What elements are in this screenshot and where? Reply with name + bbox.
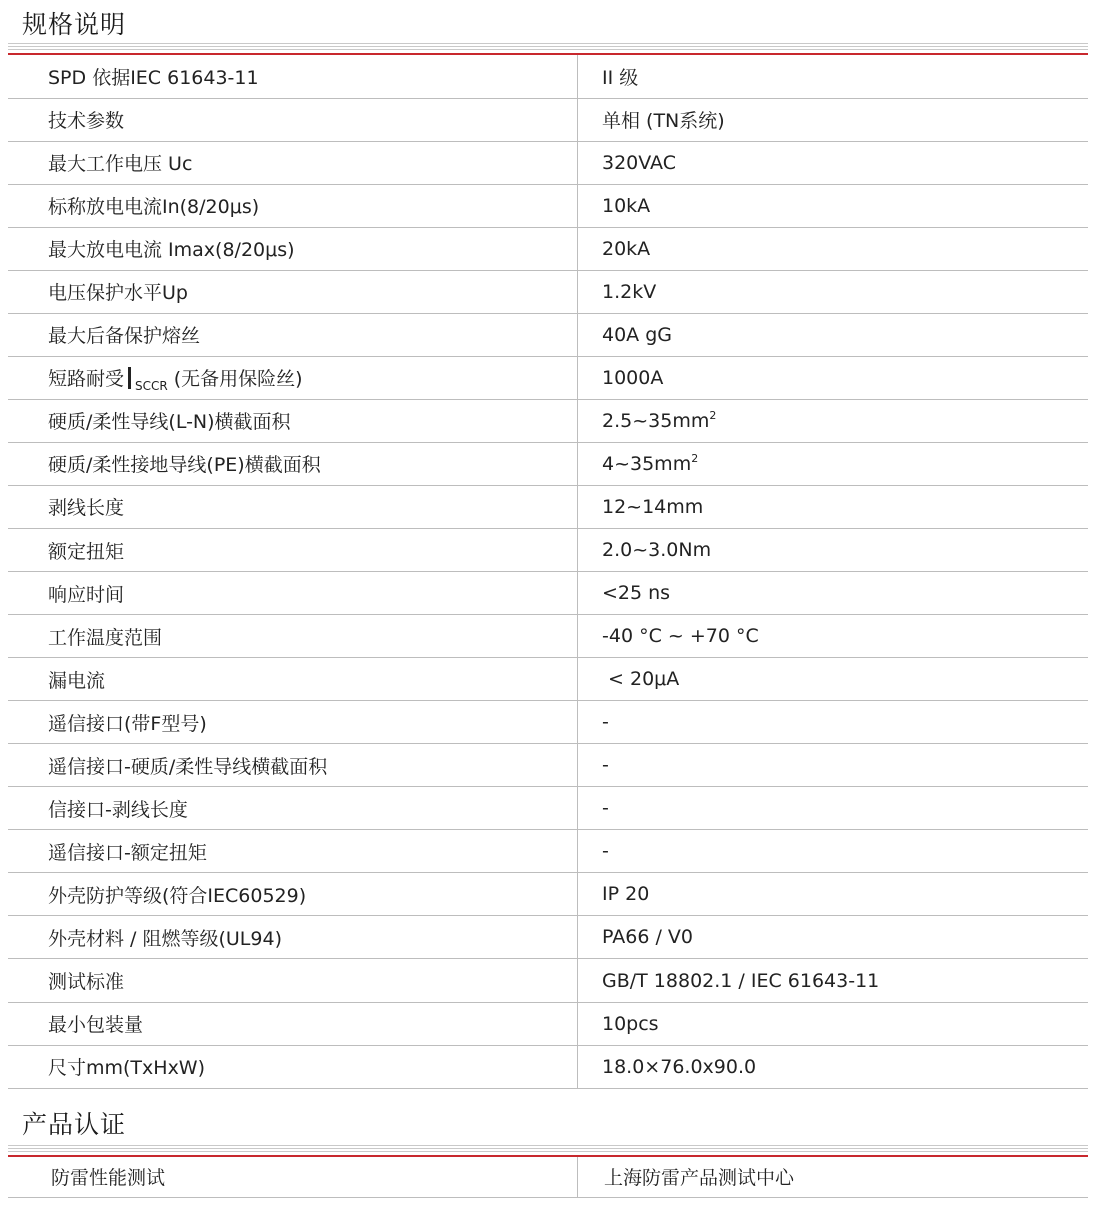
spec-key: 技术参数	[8, 98, 578, 141]
certs-section-title: 产品认证	[22, 1110, 127, 1139]
spec-key	[8, 356, 578, 399]
spec-value: 320VAC	[578, 141, 1089, 184]
spec-value: 10pcs	[578, 1002, 1089, 1045]
table-row	[8, 744, 1088, 787]
spec-key-subscript: SCCR	[135, 379, 168, 394]
spec-value: 10kA	[578, 184, 1089, 227]
spec-value: II 级	[578, 55, 1089, 98]
spec-value: -	[578, 787, 1089, 830]
specs-title-dotted-band	[8, 43, 1088, 52]
spec-key: 标称放电电流In(8/20μs)	[8, 184, 578, 227]
spec-value: 1000A	[578, 356, 1089, 399]
spec-key: 工作温度范围	[8, 615, 578, 658]
table-row	[8, 141, 1088, 184]
spec-key: 漏电流	[8, 658, 578, 701]
spec-value	[578, 442, 1089, 485]
certs-title-dotted-band	[8, 1145, 1088, 1154]
table-row	[8, 1157, 1088, 1197]
spec-value: <25 ns	[578, 572, 1089, 615]
vertical-bar-symbol	[128, 367, 131, 389]
spec-value: 12~14mm	[578, 485, 1089, 528]
table-row	[8, 572, 1088, 615]
spec-key: 最大工作电压 Uc	[8, 141, 578, 184]
table-row	[8, 701, 1088, 744]
spec-value	[578, 399, 1089, 442]
table-row	[8, 356, 1088, 399]
spec-value: 单相 (TN系统)	[578, 98, 1089, 141]
table-row	[8, 399, 1088, 442]
table-row	[8, 873, 1088, 916]
spec-value-superscript: 2	[709, 408, 717, 422]
spec-key: 最大后备保护熔丝	[8, 313, 578, 356]
table-row	[8, 615, 1088, 658]
spec-key: 遥信接口(带F型号)	[8, 701, 578, 744]
spec-key-prefix: 短路耐受	[48, 368, 125, 391]
spec-key: 电压保护水平Up	[8, 270, 578, 313]
spec-value-text: 2.5~35mm	[602, 409, 710, 432]
spec-key: 额定扭矩	[8, 529, 578, 572]
spec-value: -40 °C ~ +70 °C	[578, 615, 1089, 658]
spec-key: 遥信接口-硬质/柔性导线横截面积	[8, 744, 578, 787]
spec-key: 响应时间	[8, 572, 578, 615]
spec-value: 1.2kV	[578, 270, 1089, 313]
spec-key: 外壳材料 / 阻燃等级(UL94)	[8, 916, 578, 959]
table-row	[8, 658, 1088, 701]
spec-key: 信接口-剥线长度	[8, 787, 578, 830]
spec-key: 剥线长度	[8, 485, 578, 528]
table-row	[8, 529, 1088, 572]
table-row	[8, 1002, 1088, 1045]
spec-value: -	[578, 701, 1089, 744]
spec-key-suffix: (无备用保险丝)	[167, 368, 303, 391]
spec-value-superscript: 2	[691, 451, 699, 465]
spec-value: < 20μA	[578, 658, 1089, 701]
certs-table	[8, 1157, 1088, 1198]
spec-value: 18.0×76.0x90.0	[578, 1045, 1089, 1088]
table-row	[8, 916, 1088, 959]
spec-key: 最大放电电流 Imax(8/20μs)	[8, 227, 578, 270]
spec-value-text: 4~35mm	[602, 452, 692, 475]
spec-value: GB/T 18802.1 / IEC 61643-11	[578, 959, 1089, 1002]
spec-value: 20kA	[578, 227, 1089, 270]
spec-value: -	[578, 744, 1089, 787]
table-row	[8, 485, 1088, 528]
specs-table	[8, 55, 1088, 1089]
specs-section-title: 规格说明	[22, 10, 127, 39]
table-row	[8, 442, 1088, 485]
spec-key: 遥信接口-额定扭矩	[8, 830, 578, 873]
spec-value: -	[578, 830, 1089, 873]
spec-key: 外壳防护等级(符合IEC60529)	[8, 873, 578, 916]
spec-value: 40A gG	[578, 313, 1089, 356]
table-row	[8, 270, 1088, 313]
spec-key: 硬质/柔性接地导线(PE)横截面积	[8, 442, 578, 485]
cert-key: 防雷性能测试	[8, 1157, 578, 1197]
spec-value: IP 20	[578, 873, 1089, 916]
table-row	[8, 98, 1088, 141]
spec-key: 硬质/柔性导线(L-N)横截面积	[8, 399, 578, 442]
table-row	[8, 1045, 1088, 1088]
spec-key: 尺寸mm(TxHxW)	[8, 1045, 578, 1088]
table-row	[8, 787, 1088, 830]
table-row	[8, 959, 1088, 1002]
table-row	[8, 55, 1088, 98]
table-row	[8, 227, 1088, 270]
spec-key: 最小包装量	[8, 1002, 578, 1045]
spec-value: 2.0~3.0Nm	[578, 529, 1089, 572]
table-row	[8, 184, 1088, 227]
spec-key: 测试标准	[8, 959, 578, 1002]
table-row	[8, 313, 1088, 356]
spec-value: PA66 / V0	[578, 916, 1089, 959]
spec-key: SPD 依据IEC 61643-11	[8, 55, 578, 98]
cert-value: 上海防雷产品测试中心	[578, 1157, 1089, 1197]
table-row	[8, 830, 1088, 873]
